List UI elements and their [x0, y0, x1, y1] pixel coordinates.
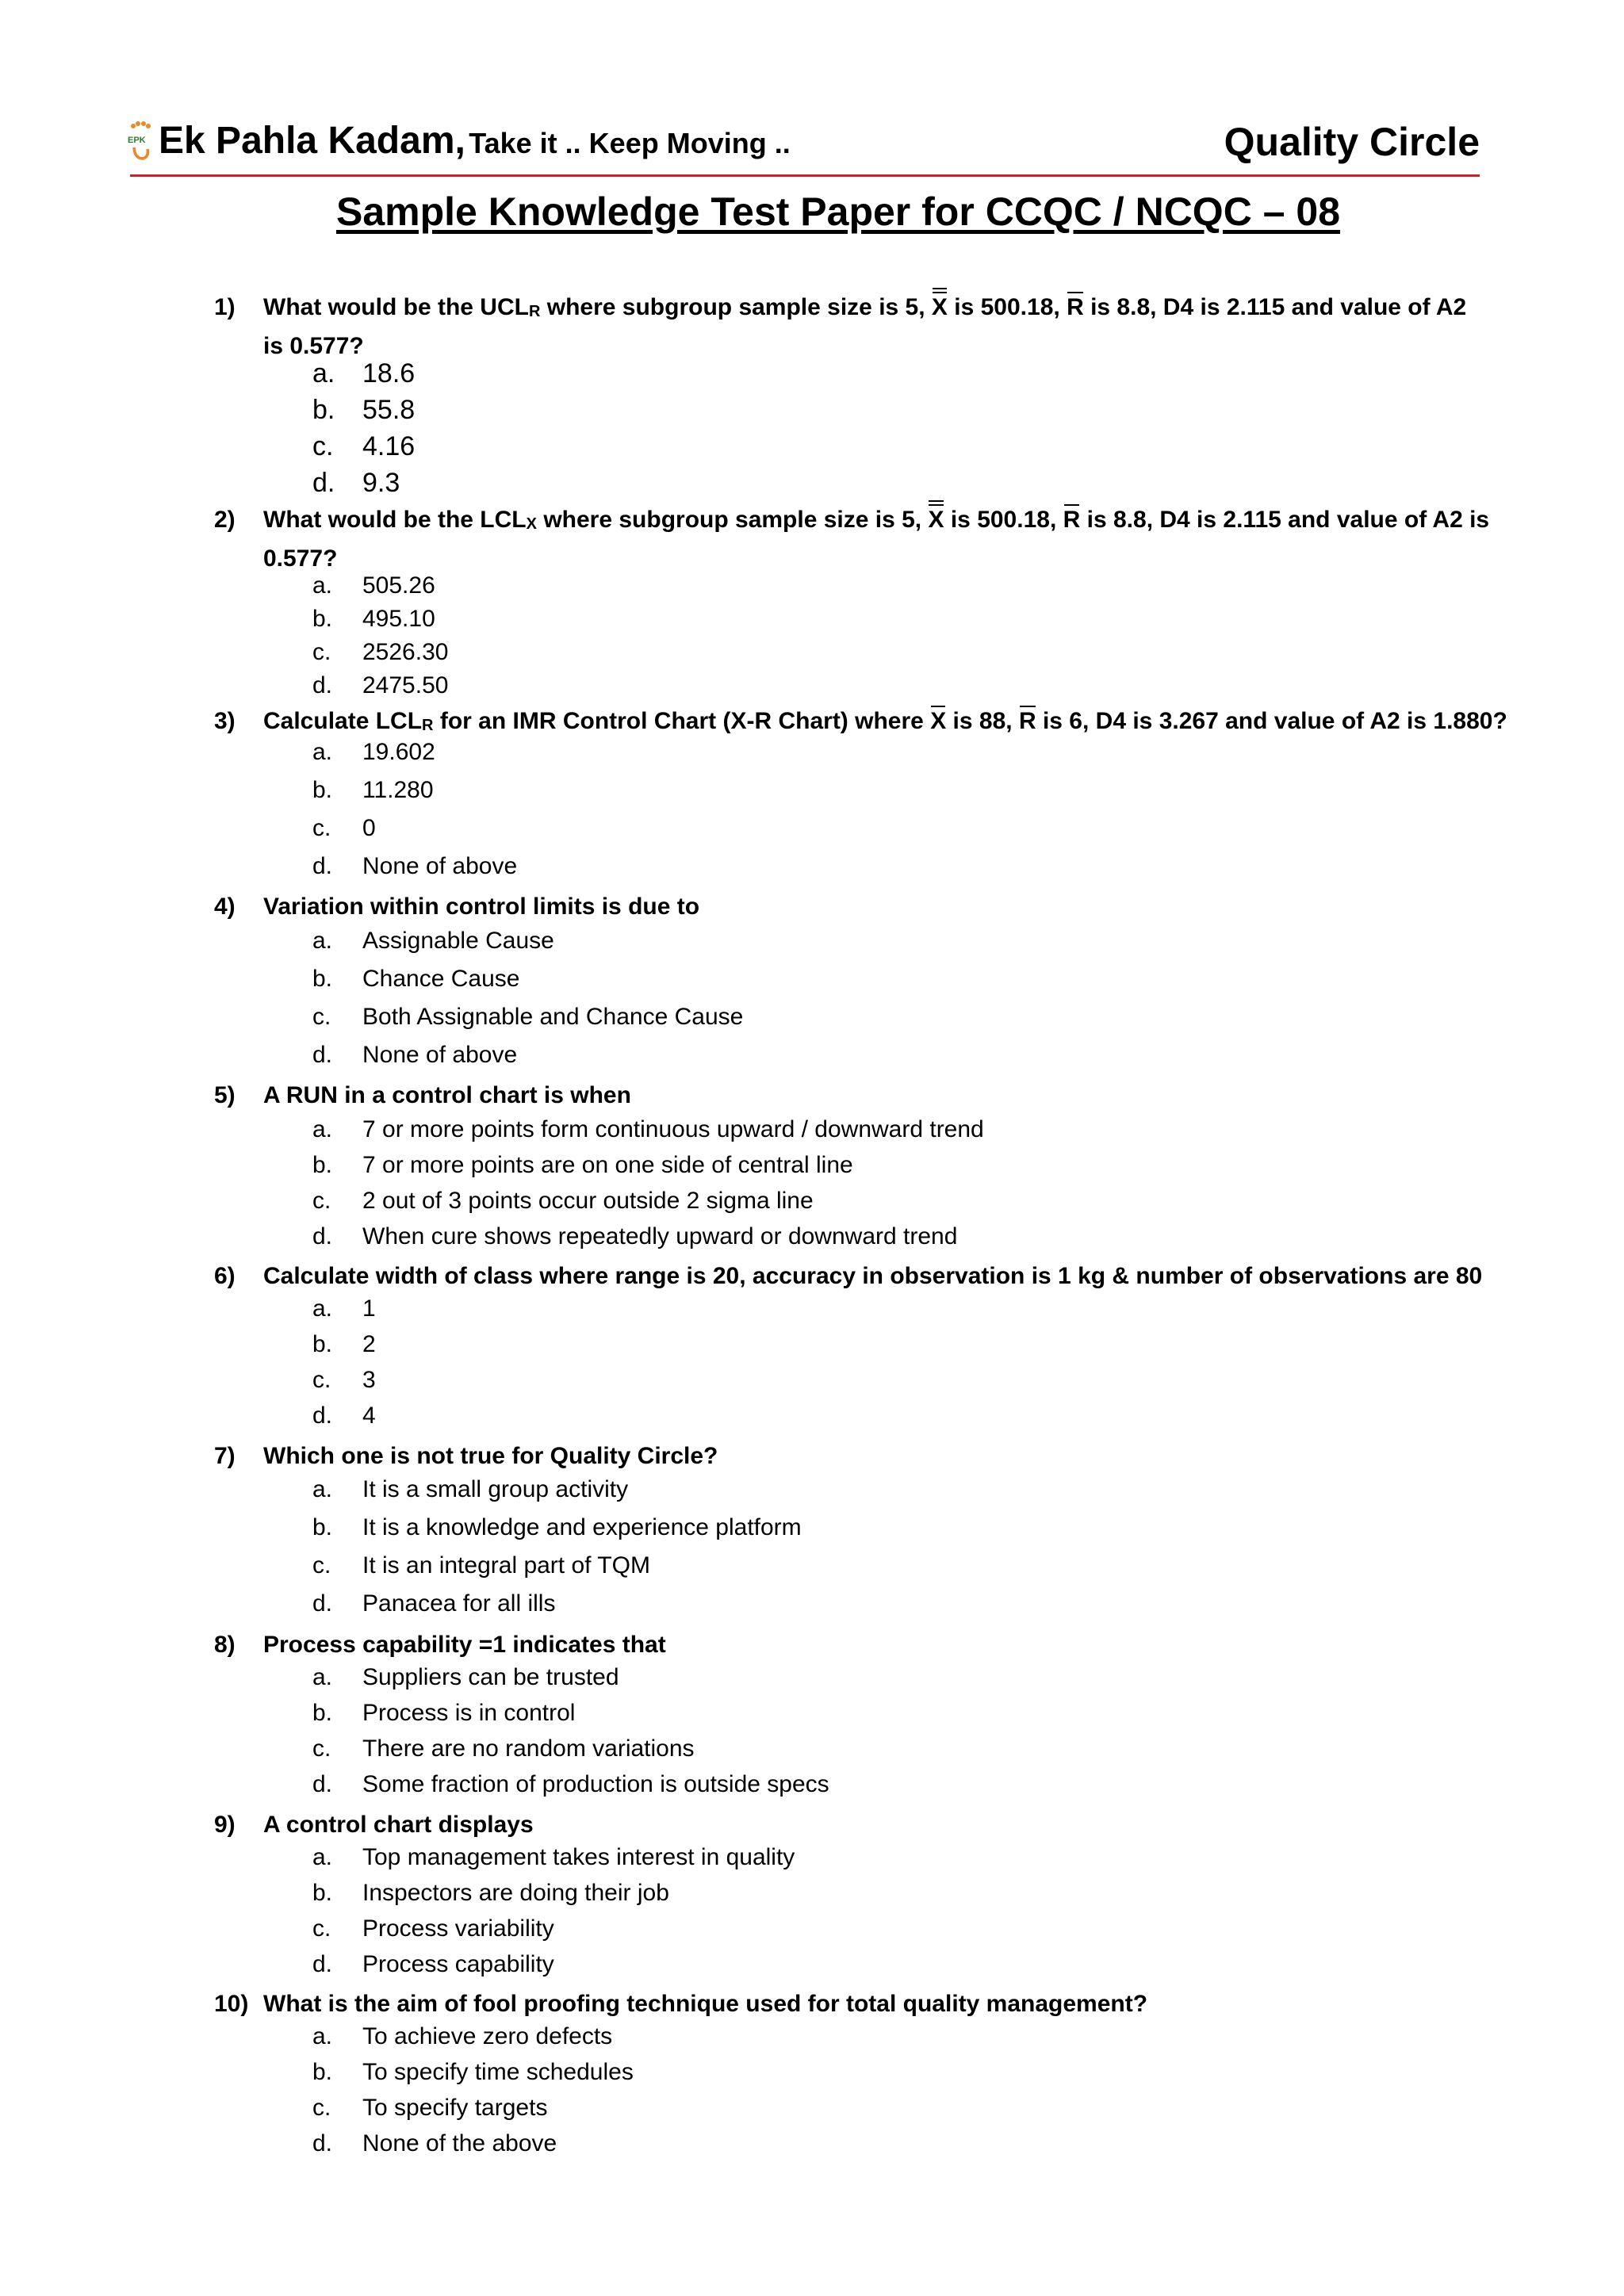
question-7 — [214, 1439, 1491, 1473]
option: d. Panacea for all ills — [312, 1590, 556, 1617]
question-3 — [214, 704, 1507, 743]
question-2 — [214, 503, 1491, 576]
option: b. 495.10 — [312, 606, 435, 632]
option: a. 7 or more points form continuous upward / downward trend — [312, 1116, 984, 1142]
option: c. 3 — [312, 1367, 376, 1393]
question-text: Calculate width of class where range is 20, accuracy in observation is 1 kg & number of observations are 80 — [263, 1263, 1483, 1289]
option: a. It is a small group activity — [312, 1476, 629, 1502]
option: a. Top management takes interest in quality — [312, 1844, 795, 1870]
question-9 — [214, 1808, 1491, 1842]
option: a. 18.6 — [312, 358, 416, 388]
option: d. 4 — [312, 1402, 376, 1429]
brand-name: Ek Pahla Kadam, — [159, 120, 465, 162]
question-text: What would be the LCLX where subgroup sample size is 5, X is 500.18, R is 8.8, D4 is 2.115 and value of A2 is 0.577? — [263, 503, 1491, 576]
question-text: A control chart displays — [263, 1812, 534, 1838]
question-number: 9) — [214, 1812, 236, 1838]
option: b. It is a knowledge and experience platform — [312, 1514, 802, 1540]
option: d. None of the above — [312, 2130, 557, 2156]
question-number: 2) — [214, 507, 236, 533]
option: b. To specify time schedules — [312, 2059, 634, 2085]
question-5 — [214, 1078, 1491, 1112]
option: c. Process variability — [312, 1915, 554, 1942]
option: c. To specify targets — [312, 2095, 548, 2121]
question-number: 8) — [214, 1632, 236, 1658]
question-1 — [214, 290, 1491, 363]
question-text: Calculate LCLR for an IMR Control Chart (X-R Chart) where X is 88, R is 6, D4 is 3.267 and value of A2 is 1.880? — [263, 704, 1491, 743]
option: a. To achieve zero defects — [312, 2023, 613, 2049]
option: c. 2526.30 — [312, 639, 449, 665]
option: a. Assignable Cause — [312, 928, 554, 954]
question-number: 6) — [214, 1263, 236, 1289]
option: a. 1 — [312, 1295, 376, 1322]
question-text: What would be the UCLR where subgroup sample size is 5, X is 500.18, R is 8.8, D4 is 2.115 and value of A2 is 0.577? — [263, 290, 1491, 363]
option: b. Chance Cause — [312, 966, 520, 992]
logo-text: EPK — [128, 136, 146, 145]
question-8 — [214, 1628, 1491, 1662]
question-text: What is the aim of fool proofing technique used for total quality management? — [263, 1991, 1148, 2017]
question-number: 5) — [214, 1082, 236, 1108]
option: b. Inspectors are doing their job — [312, 1880, 669, 1906]
option: d. Some fraction of production is outside specs — [312, 1771, 829, 1797]
header-right-title: Quality Circle — [1224, 120, 1480, 164]
question-text: A RUN in a control chart is when — [263, 1082, 631, 1108]
option: b. 7 or more points are on one side of central line — [312, 1152, 853, 1178]
question-number: 7) — [214, 1443, 236, 1469]
option: d. 9.3 — [312, 468, 400, 498]
brand-tagline: Take it .. Keep Moving .. — [469, 127, 791, 159]
option: c. It is an integral part of TQM — [312, 1552, 650, 1578]
option: a. 505.26 — [312, 572, 435, 599]
question-number: 10) — [214, 1991, 249, 2017]
option: c. Both Assignable and Chance Cause — [312, 1004, 744, 1030]
option: d. None of above — [312, 1042, 518, 1068]
question-text: Process capability =1 indicates that — [263, 1632, 666, 1658]
option: d. Process capability — [312, 1951, 554, 1977]
option: b. 11.280 — [312, 777, 434, 803]
question-number: 4) — [214, 894, 236, 920]
brand — [159, 119, 791, 163]
option: d. 2475.50 — [312, 672, 449, 698]
option: b. 55.8 — [312, 395, 416, 425]
question-text: Variation within control limits is due to — [263, 894, 700, 920]
option: a. 19.602 — [312, 739, 435, 765]
question-6 — [214, 1259, 1491, 1293]
question-number: 1) — [214, 294, 236, 320]
question-text: Which one is not true for Quality Circle? — [263, 1443, 718, 1469]
option: d. None of above — [312, 853, 518, 879]
option: a. Suppliers can be trusted — [312, 1664, 619, 1690]
option: c. There are no random variations — [312, 1735, 695, 1762]
option: b. 2 — [312, 1331, 376, 1357]
question-10 — [214, 1987, 1491, 2021]
option: b. Process is in control — [312, 1700, 576, 1726]
page-header — [127, 117, 1480, 170]
option: d. When cure shows repeatedly upward or downward trend — [312, 1223, 958, 1249]
footprint-logo-icon — [127, 121, 155, 162]
option: c. 0 — [312, 815, 376, 841]
header-divider — [130, 174, 1480, 177]
question-number: 3) — [214, 708, 236, 734]
page-title: Sample Knowledge Test Paper for CCQC / NCQC – 08 — [336, 189, 1341, 234]
option: c. 4.16 — [312, 431, 416, 461]
question-4 — [214, 890, 1491, 924]
option: c. 2 out of 3 points occur outside 2 sigma line — [312, 1188, 814, 1214]
